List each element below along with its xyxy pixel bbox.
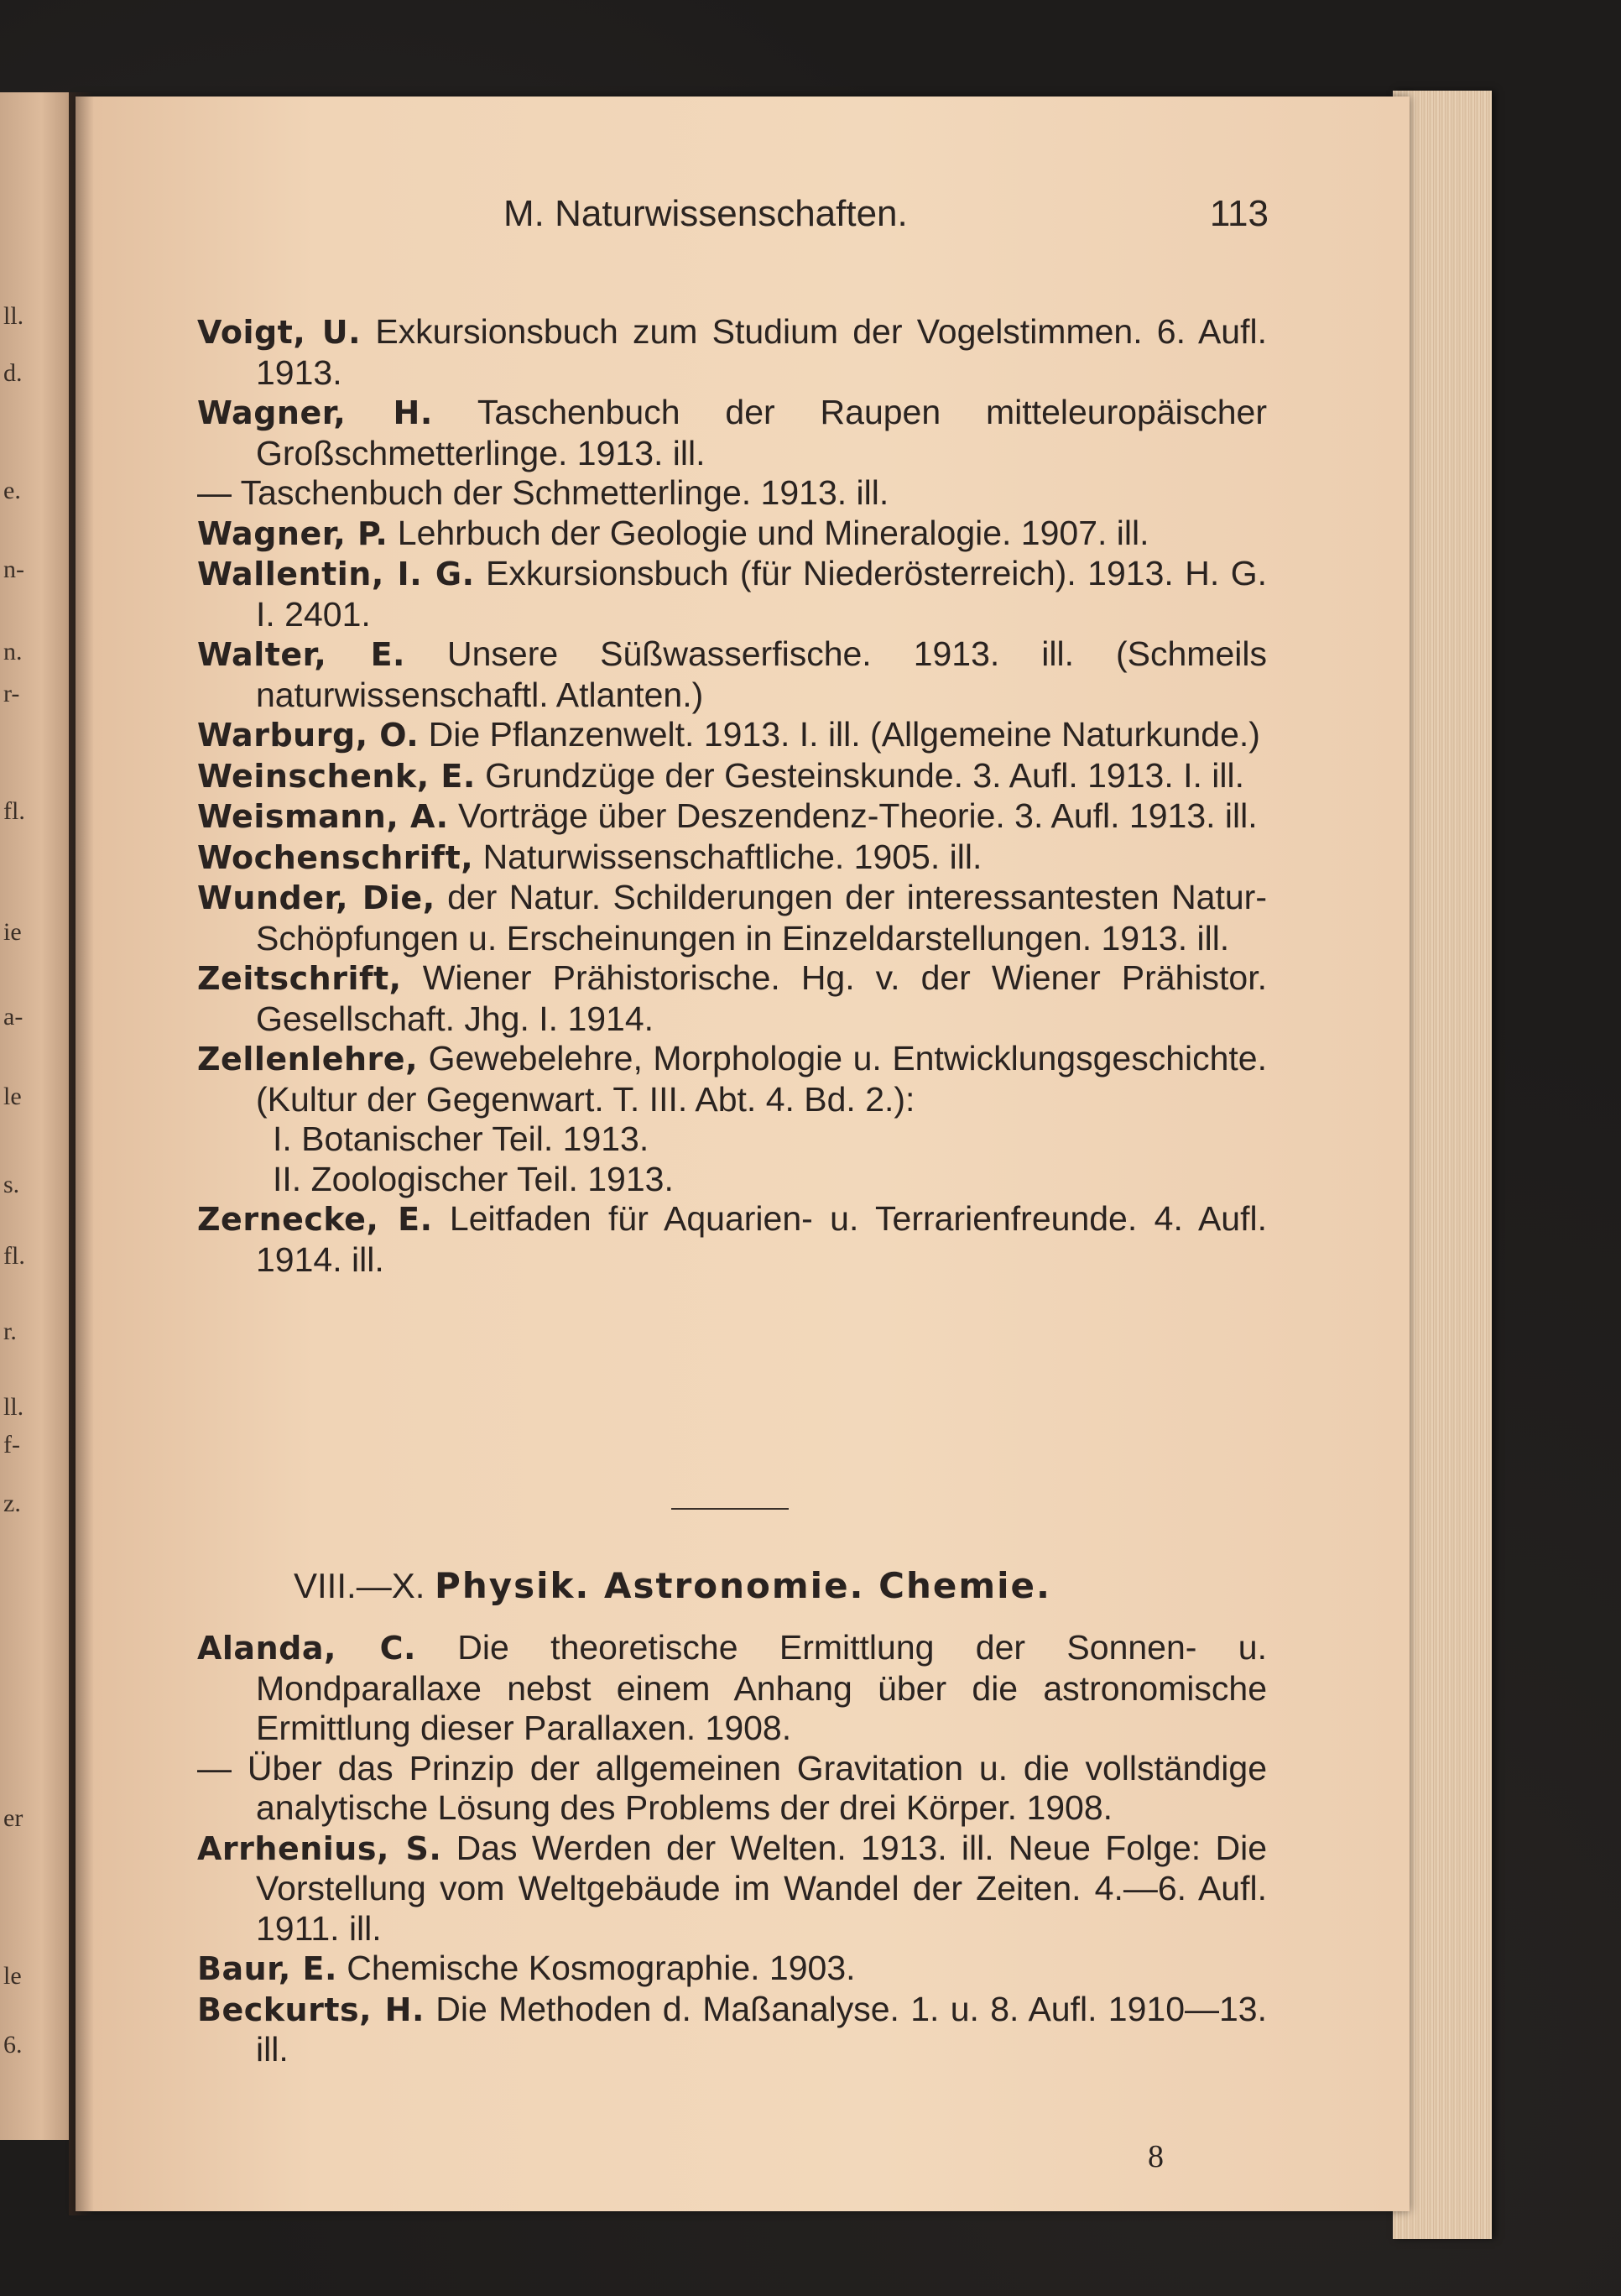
header-title: M. Naturwissenschaften. <box>503 193 908 234</box>
list-item <box>197 634 1267 715</box>
entry-text: Grundzüge der Gesteinskunde. 3. Aufl. 1913. I. ill. <box>485 755 1244 795</box>
margin-fragment: ie <box>3 918 22 946</box>
running-header <box>503 193 1275 243</box>
margin-fragment: ll. <box>3 302 24 330</box>
list-item <box>197 1199 1267 1280</box>
entry-author: Zeitschrift, <box>197 960 402 997</box>
section-divider <box>671 1508 789 1510</box>
signature-mark: 8 <box>1148 2139 1164 2174</box>
entry-text: Die theoretische Ermittlung der Sonnen- u. Mondparallaxe nebst einem Anhang über die astronomische Ermittlung dieser Parallaxen. 1908. <box>256 1628 1267 1747</box>
list-item <box>197 514 1267 555</box>
entry-author: Wallentin, I. G. <box>197 556 475 592</box>
margin-fragment: 6. <box>3 2031 23 2059</box>
entry-author: Voigt, U. <box>197 314 362 351</box>
list-item <box>197 756 1267 797</box>
margin-fragment: n- <box>3 556 24 583</box>
entry-author: Warburg, O. <box>197 717 420 754</box>
entry-text: — Taschenbuch der Schmetterlinge. 1913. ill. <box>197 473 889 512</box>
entry-author: Walter, E. <box>197 636 405 673</box>
entry-text: Naturwissenschaftliche. 1905. ill. <box>482 837 983 876</box>
entry-text: Die Methoden d. Maßanalyse. 1. u. 8. Aufl. 1910—13. ill. <box>256 1989 1267 2069</box>
entry-author: Weismann, A. <box>197 798 449 835</box>
margin-fragment: le <box>3 1962 22 1990</box>
entry-text: Gewebelehre, Morphologie u. Entwicklungsgeschichte. (Kultur der Gegenwart. T. III. Abt. 4. Bd. 2.): <box>256 1039 1267 1119</box>
entry-text: Exkursionsbuch zum Studium der Vogelstimmen. 6. Aufl. 1913. <box>256 312 1267 392</box>
list-item <box>197 838 1267 879</box>
margin-fragment: s. <box>3 1171 20 1198</box>
entry-text: Vorträge über Deszendenz-Theorie. 3. Aufl. 1913. ill. <box>457 796 1258 835</box>
margin-fragment: ll. <box>3 1393 24 1421</box>
list-item <box>197 1949 1267 1990</box>
entry-text: Exkursionsbuch (für Niederösterreich). 1913. H. G. I. 2401. <box>256 554 1267 634</box>
list-item <box>197 312 1267 393</box>
margin-fragment: d. <box>3 359 23 387</box>
entry-author: Beckurts, H. <box>197 1991 425 2028</box>
entry-author: Wunder, Die, <box>197 879 435 916</box>
entry-author: Zernecke, E. <box>197 1201 433 1238</box>
entry-text: — Über das Prinzip der allgemeinen Gravitation u. die vollständige analytische Lösung des Problems der drei Körper. 1908. <box>197 1748 1267 1827</box>
page-number: 113 <box>1209 193 1269 234</box>
list-item <box>197 473 1267 514</box>
entry-text: Unsere Süßwasserfische. 1913. ill. (Schmeils naturwissenschaftl. Atlanten.) <box>256 634 1267 714</box>
section-number: VIII.—X. <box>294 1566 425 1605</box>
margin-fragment: a- <box>3 1003 23 1031</box>
list-item <box>197 715 1267 756</box>
bibliography-list-natural-sciences <box>197 312 1267 1280</box>
margin-fragment: er <box>3 1804 23 1832</box>
list-item <box>197 958 1267 1039</box>
list-item <box>197 878 1267 958</box>
list-item <box>197 1990 1267 2070</box>
entry-author: Arrhenius, S. <box>197 1829 442 1867</box>
entry-author: Weinschenk, E. <box>197 757 476 795</box>
entry-author: Wagner, P. <box>197 514 388 552</box>
list-item <box>197 1829 1267 1949</box>
list-item <box>197 796 1267 838</box>
list-item <box>197 1628 1267 1749</box>
gutter-shadow <box>69 92 94 2215</box>
entry-text: Chemische Kosmographie. 1903. <box>347 1949 856 1987</box>
entry-text: Wiener Prähistorische. Hg. v. der Wiener Prähistor. Gesellschaft. Jhg. I. 1914. <box>256 958 1267 1038</box>
entry-text: Taschenbuch der Raupen mitteleuropäischer Großschmetterlinge. 1913. ill. <box>256 393 1268 472</box>
sub-entry: I. Botanischer Teil. 1913. <box>273 1119 649 1158</box>
entry-author: Wagner, H. <box>197 394 433 431</box>
entry-text: der Natur. Schilderungen der interessantesten Natur-Schöpfungen u. Erscheinungen in Einzeldarstellungen. 1913. ill. <box>256 878 1267 958</box>
entry-text: Das Werden der Welten. 1913. ill. Neue Folge: Die Vorstellung vom Weltgebäude im Wandel der Zeiten. 4.—6. Aufl. 1911. ill. <box>256 1828 1267 1948</box>
section-heading <box>294 1565 1051 1606</box>
section-title: Physik. Astronomie. Chemie. <box>435 1565 1051 1606</box>
entry-author: Wochenschrift, <box>197 838 474 876</box>
margin-fragment: r- <box>3 680 20 707</box>
entry-author: Zellenlehre, <box>197 1041 419 1078</box>
margin-fragment: le <box>3 1083 22 1110</box>
list-item <box>197 393 1267 473</box>
list-item <box>197 554 1267 634</box>
entry-author: Alanda, C. <box>197 1630 416 1667</box>
margin-fragment: r. <box>3 1318 17 1345</box>
entry-text: Leitfaden für Aquarien- u. Terrarienfreunde. 4. Aufl. 1914. ill. <box>256 1199 1268 1279</box>
entry-author: Baur, E. <box>197 1950 337 1987</box>
entry-text: Die Pflanzenwelt. 1913. I. ill. (Allgemeine Naturkunde.) <box>428 715 1260 754</box>
previous-page-edge <box>0 92 69 2140</box>
entry-text: Lehrbuch der Geologie und Mineralogie. 1907. ill. <box>397 513 1149 552</box>
margin-fragment: z. <box>3 1490 21 1517</box>
margin-fragment: fl. <box>3 1242 25 1270</box>
sub-entry: II. Zoologischer Teil. 1913. <box>273 1159 674 1198</box>
margin-fragment: n. <box>3 638 23 665</box>
list-item <box>197 1039 1267 1119</box>
list-item <box>197 1749 1267 1829</box>
margin-fragment: f- <box>3 1431 20 1458</box>
bibliography-list-physics <box>197 1628 1267 2070</box>
margin-fragment: e. <box>3 477 21 504</box>
margin-fragment: fl. <box>3 797 25 825</box>
